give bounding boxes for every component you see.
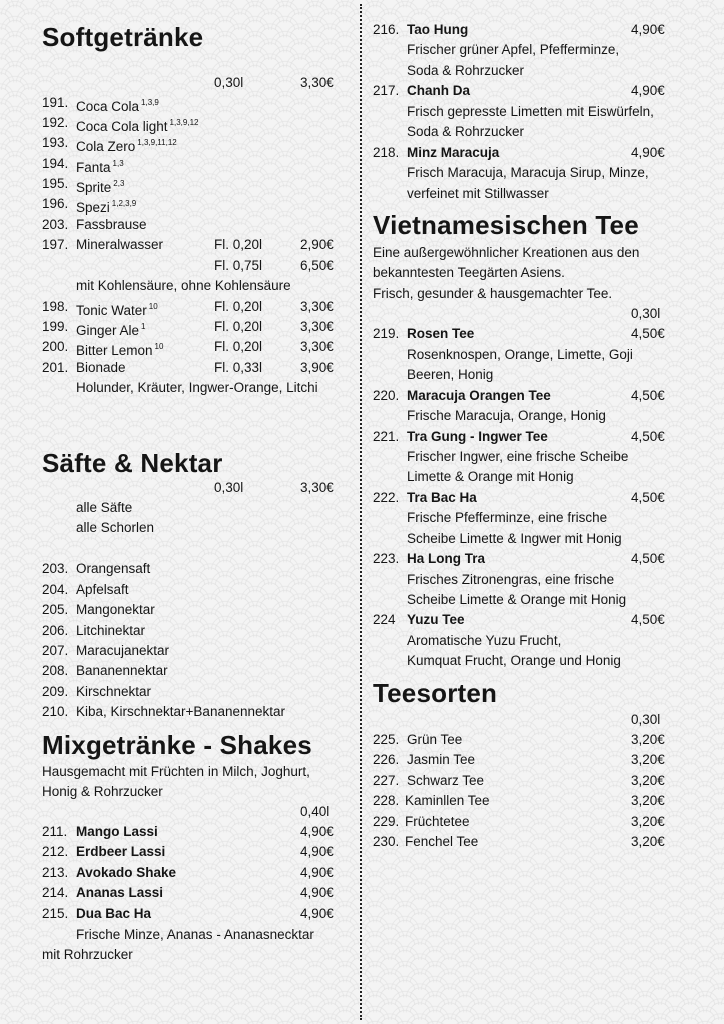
item-name: Avokado Shake [76,865,177,880]
item-name: Tao Hung [407,22,469,37]
item-name: Jasmin Tee [407,752,476,767]
additive-codes: 1,3,9 [141,98,159,107]
menu-item [42,559,151,579]
menu-item [373,81,673,101]
additive-codes: 1,3,9,12 [169,118,199,127]
item-name: Ha Long Tra [407,551,486,566]
item-volume: Fl. 0,20l [214,299,263,314]
item-description: Frisch Maracuja, Maracuja Sirup, Minze, [407,165,649,180]
item-note: mit Kohlensäure, ohne Kohlensäure [76,278,291,293]
item-name: Mangonektar [76,602,155,617]
item-volume: Fl. 0,33l [214,360,263,375]
item-price: 4,50€ [631,490,665,505]
column-divider [360,4,362,1020]
item-price: 3,30€ [300,299,334,314]
menu-item [42,113,199,134]
item-price: 4,90€ [631,145,665,160]
item-number: 215. [42,906,69,921]
item-number: 229. [373,814,400,829]
item-description: Soda & Rohrzucker [407,124,525,139]
menu-item [42,641,170,661]
item-price: 4,50€ [631,612,665,627]
menu-item [373,20,673,40]
additive-codes: 1,2,3,9 [111,199,137,208]
section-description: Hausgemacht mit Früchten in Milch, Joghurt, [42,764,310,779]
item-price: 3,30€ [300,319,334,334]
item-number: 222. [373,490,400,505]
menu-item [373,730,673,750]
item-name: Grün Tee [407,732,463,747]
item-number: 223. [373,551,400,566]
item-name: Dua Bac Ha [76,906,152,921]
item-number: 206. [42,623,69,638]
item-name: Tonic Water [76,303,147,318]
item-name: Fassbrause [76,217,147,232]
item-price: 2,90€ [300,237,334,252]
item-description: Aromatische Yuzu Frucht, [407,633,562,648]
menu-item [42,154,124,175]
item-name: Coca Cola [76,99,140,114]
section-description: bekanntesten Teegärten Asiens. [373,265,565,280]
menu-item [373,488,673,508]
item-price: 6,50€ [300,258,334,273]
item-name: Ananas Lassi [76,885,164,900]
item-description: Frische Pfefferminze, eine frische [407,510,608,525]
item-name: Litchinektar [76,623,146,638]
item-price: 4,90€ [631,22,665,37]
item-price: 4,50€ [631,326,665,341]
item-price: 4,50€ [631,551,665,566]
menu-item [373,832,673,852]
item-number: 192. [42,115,69,130]
item-description: Soda & Rohrzucker [407,63,525,78]
item-name: Chanh Da [407,83,471,98]
item-number: 201. [42,360,69,375]
menu-item [373,427,673,447]
item-description: Frische Minze, Ananas - Ananasnecktar [76,927,314,942]
item-number: 210. [42,704,69,719]
item-number: 221. [373,429,400,444]
viet-vol-header: 0,30l [631,306,661,321]
section-description: Honig & Rohrzucker [42,784,163,799]
menu-item [373,812,673,832]
item-name: Erdbeer Lassi [76,844,166,859]
menu-item [42,600,155,620]
menu-item [373,549,673,569]
item-number: 203. [42,217,69,232]
menu-item [373,324,673,344]
item-number: 193. [42,135,69,150]
menu-item [373,750,673,770]
item-name: Bitter Lemon [76,343,153,358]
item-number: 200. [42,339,69,354]
item-price: 4,90€ [300,865,334,880]
item-number: 214. [42,885,69,900]
item-name: Cola Zero [76,139,136,154]
item-name: Fenchel Tee [405,834,479,849]
item-number: 216. [373,22,400,37]
menu-item [373,610,673,630]
menu-item [42,194,137,215]
item-name: Maracujanektar [76,643,170,658]
item-number: 227. [373,773,400,788]
item-name: Ginger Ale [76,323,140,338]
item-number: 213. [42,865,69,880]
section-description: Frisch, gesunder & hausgemachter Tee. [373,286,613,301]
item-name: Kaminllen Tee [405,793,490,808]
item-number: 220. [373,388,400,403]
item-name: Minz Maracuja [407,145,500,160]
item-name: Spezi [76,200,110,215]
menu-item [42,93,159,114]
section-description: Eine außergewöhnlicher Kreationen aus den [373,245,640,260]
teesorten-vol-header: 0,30l [631,712,661,727]
menu-item [42,883,342,903]
item-number: 226. [373,752,400,767]
item-description: mit Rohrzucker [42,947,133,962]
menu-item-mineralwasser-large [42,256,342,276]
item-description: Rosenknospen, Orange, Limette, Goji [407,347,633,362]
item-price: 4,90€ [300,885,334,900]
additive-codes: 10 [154,342,164,351]
section-title-vietnamesischen-tee: Vietnamesischen Tee [373,210,639,240]
item-price: 4,50€ [631,388,665,403]
item-description: Beeren, Honig [407,367,494,382]
item-name: Bionade [76,360,126,375]
item-description: Scheibe Limette & Ingwer mit Honig [407,531,622,546]
item-volume: Fl. 0,20l [214,339,263,354]
menu-item [42,215,147,235]
item-number: 228. [373,793,400,808]
item-name: Bananennektar [76,663,168,678]
saefte-vol-header: 0,30l [214,480,244,495]
item-number: 230. [373,834,400,849]
item-number: 208. [42,663,69,678]
item-number: 207. [42,643,69,658]
section-title-saefte: Säfte & Nektar [42,448,223,478]
item-number: 211. [42,824,68,839]
item-number: 212. [42,844,69,859]
item-name: Apfelsaft [76,582,129,597]
item-price: 4,90€ [300,844,334,859]
saefte-price-header: 3,30€ [300,480,334,495]
menu-item [373,386,673,406]
item-name: Schwarz Tee [407,773,485,788]
item-name: Coca Cola light [76,119,168,134]
menu-item [373,771,673,791]
menu-item [373,791,673,811]
item-description: Frisch gepresste Limetten mit Eiswürfeln, [407,104,654,119]
item-description: Frischer grüner Apfel, Pfefferminze, [407,42,620,57]
item-name: Fanta [76,160,111,175]
item-number: 217. [373,83,400,98]
item-number: 197. [42,237,69,252]
item-number: 191. [42,95,69,110]
item-price: 3,20€ [631,752,665,767]
menu-item [42,842,342,862]
soft-price-header: 3,30€ [300,75,334,90]
item-price: 4,90€ [300,824,334,839]
item-price: 3,30€ [300,339,334,354]
item-number: 218. [373,145,400,160]
item-name: Maracuja Orangen Tee [407,388,551,403]
item-name: Sprite [76,180,112,195]
item-description: Frisches Zitronengras, eine frische [407,572,615,587]
menu-item [42,822,342,842]
additive-codes: 1,3,9,11,12 [137,138,177,147]
item-volume: Fl. 0,20l [214,237,263,252]
additive-codes: 1,3 [112,159,124,168]
item-price: 4,50€ [631,429,665,444]
item-price: 3,20€ [631,732,665,747]
menu-item [42,133,177,154]
item-description: Scheibe Limette & Orange mit Honig [407,592,627,607]
menu-item-mineralwasser [42,235,342,255]
item-price: 4,90€ [300,906,334,921]
item-number: 225. [373,732,400,747]
section-title-mixgetraenke: Mixgetränke - Shakes [42,730,312,760]
item-description: Kumquat Frucht, Orange und Honig [407,653,621,668]
item-price: 3,20€ [631,773,665,788]
menu-item [42,174,125,195]
item-description: Limette & Orange mit Honig [407,469,574,484]
menu-item [42,682,152,702]
item-name: Mango Lassi [76,824,158,839]
section-title-softgetraenke: Softgetränke [42,22,204,52]
item-note: Holunder, Kräuter, Ingwer-Orange, Litchi [76,380,318,395]
item-description: Frische Maracuja, Orange, Honig [407,408,606,423]
menu-item [42,317,342,337]
additive-codes: 10 [148,302,158,311]
item-number: 195. [42,176,69,191]
item-number: 194. [42,156,69,171]
item-number: 203. [42,561,69,576]
item-name: Yuzu Tee [407,612,465,627]
saefte-note: alle Schorlen [76,520,155,535]
item-name: Kirschnektar [76,684,152,699]
item-description: verfeinet mit Stillwasser [407,186,549,201]
item-name: Tra Bac Ha [407,490,477,505]
item-price: 3,20€ [631,834,665,849]
menu-item [42,661,168,681]
menu-item [42,621,146,641]
item-volume: Fl. 0,20l [214,319,263,334]
item-number: 196. [42,196,69,211]
item-number: 209. [42,684,69,699]
item-price: 4,90€ [631,83,665,98]
item-name: Tra Gung - Ingwer Tee [407,429,548,444]
soft-vol-header: 0,30l [214,75,244,90]
menu-item [42,904,342,924]
item-name: Früchtetee [405,814,470,829]
item-name: Kiba, Kirschnektar+Bananennektar [76,704,286,719]
mix-vol-header: 0,40l [300,804,330,819]
item-name: Mineralwasser [76,237,164,252]
menu-item [42,863,342,883]
menu-item [42,297,342,317]
menu-item [42,702,286,722]
additive-codes: 1 [141,322,146,331]
item-price: 3,90€ [300,360,334,375]
item-number: 219. [373,326,400,341]
saefte-note: alle Säfte [76,500,133,515]
item-number: 204. [42,582,69,597]
item-description: Frischer Ingwer, eine frische Scheibe [407,449,629,464]
menu-item [42,337,342,357]
item-number: 199. [42,319,69,334]
menu-item [373,143,673,163]
item-name: Rosen Tee [407,326,475,341]
item-number: 198. [42,299,69,314]
menu-item [42,580,129,600]
item-price: 3,20€ [631,814,665,829]
section-title-teesorten: Teesorten [373,678,498,708]
item-number: 205. [42,602,69,617]
item-price: 3,20€ [631,793,665,808]
menu-item [42,358,342,378]
item-volume: Fl. 0,75l [214,258,263,273]
item-number: 224 [373,612,396,627]
item-name: Orangensaft [76,561,151,576]
additive-codes: 2,3 [113,179,125,188]
